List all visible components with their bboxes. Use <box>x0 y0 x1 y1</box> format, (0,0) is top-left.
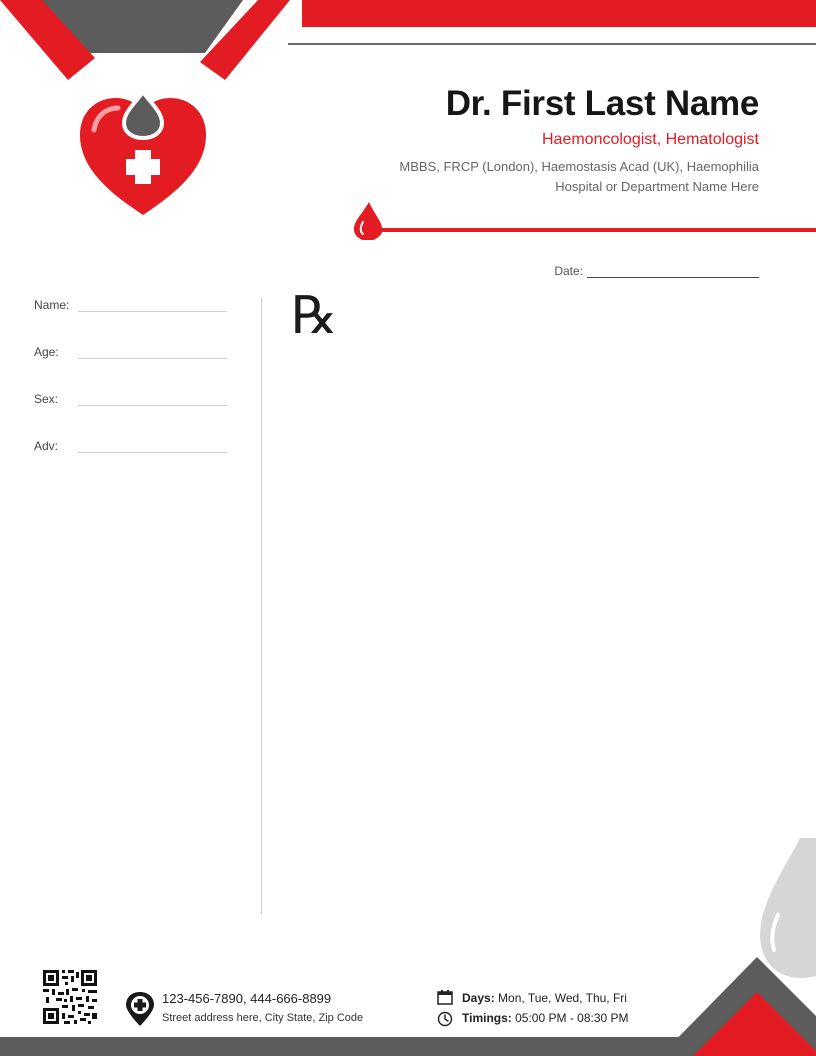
sex-field[interactable] <box>34 391 227 406</box>
hospital-name: Hospital or Department Name Here <box>555 179 759 194</box>
grey-blood-drop-icon <box>760 838 816 978</box>
qr-code-icon <box>42 969 98 1025</box>
sex-line[interactable] <box>78 397 227 406</box>
top-grey-line <box>288 43 816 45</box>
age-field[interactable] <box>34 344 227 359</box>
footer-phone: 123-456-7890, 444-666-8899 <box>162 991 332 1006</box>
age-label: Age: <box>34 344 59 359</box>
footer-days <box>462 991 627 1005</box>
name-field[interactable] <box>34 297 227 312</box>
location-pin-icon <box>125 991 155 1027</box>
calendar-icon <box>437 990 453 1005</box>
adv-line[interactable] <box>78 444 227 453</box>
days-value: Mon, Tue, Wed, Thu, Fri <box>494 991 627 1005</box>
age-line[interactable] <box>78 350 227 359</box>
vertical-divider <box>261 298 262 914</box>
clock-icon <box>437 1011 453 1027</box>
days-label: Days: <box>462 991 495 1005</box>
sex-label: Sex: <box>34 391 59 406</box>
rx-symbol: ℞ <box>291 286 338 346</box>
adv-label: Adv: <box>34 438 59 453</box>
timings-label: Timings: <box>462 1011 512 1025</box>
specialty: Haemoncologist, Hematologist <box>542 131 759 148</box>
footer-address: Street address here, City State, Zip Code <box>162 1012 364 1024</box>
date-field[interactable] <box>554 264 759 278</box>
name-label: Name: <box>34 297 70 312</box>
footer-decoration <box>0 830 816 1056</box>
date-label: Date: <box>554 264 583 278</box>
timings-value: 05:00 PM - 08:30 PM <box>511 1011 629 1025</box>
date-line[interactable] <box>587 265 759 278</box>
blood-drop-divider <box>354 202 816 240</box>
qualifications: MBBS, FRCP (London), Haemostasis Acad (UK), Haemophilia <box>399 159 759 174</box>
top-red-bar <box>302 0 816 27</box>
footer-timings <box>462 1011 629 1025</box>
doctor-name: Dr. First Last Name <box>445 84 759 123</box>
name-line[interactable] <box>78 303 227 312</box>
adv-field[interactable] <box>34 438 227 453</box>
blood-drop-icon <box>354 202 382 240</box>
heart-blood-drop-medical-cross-icon <box>78 90 208 220</box>
